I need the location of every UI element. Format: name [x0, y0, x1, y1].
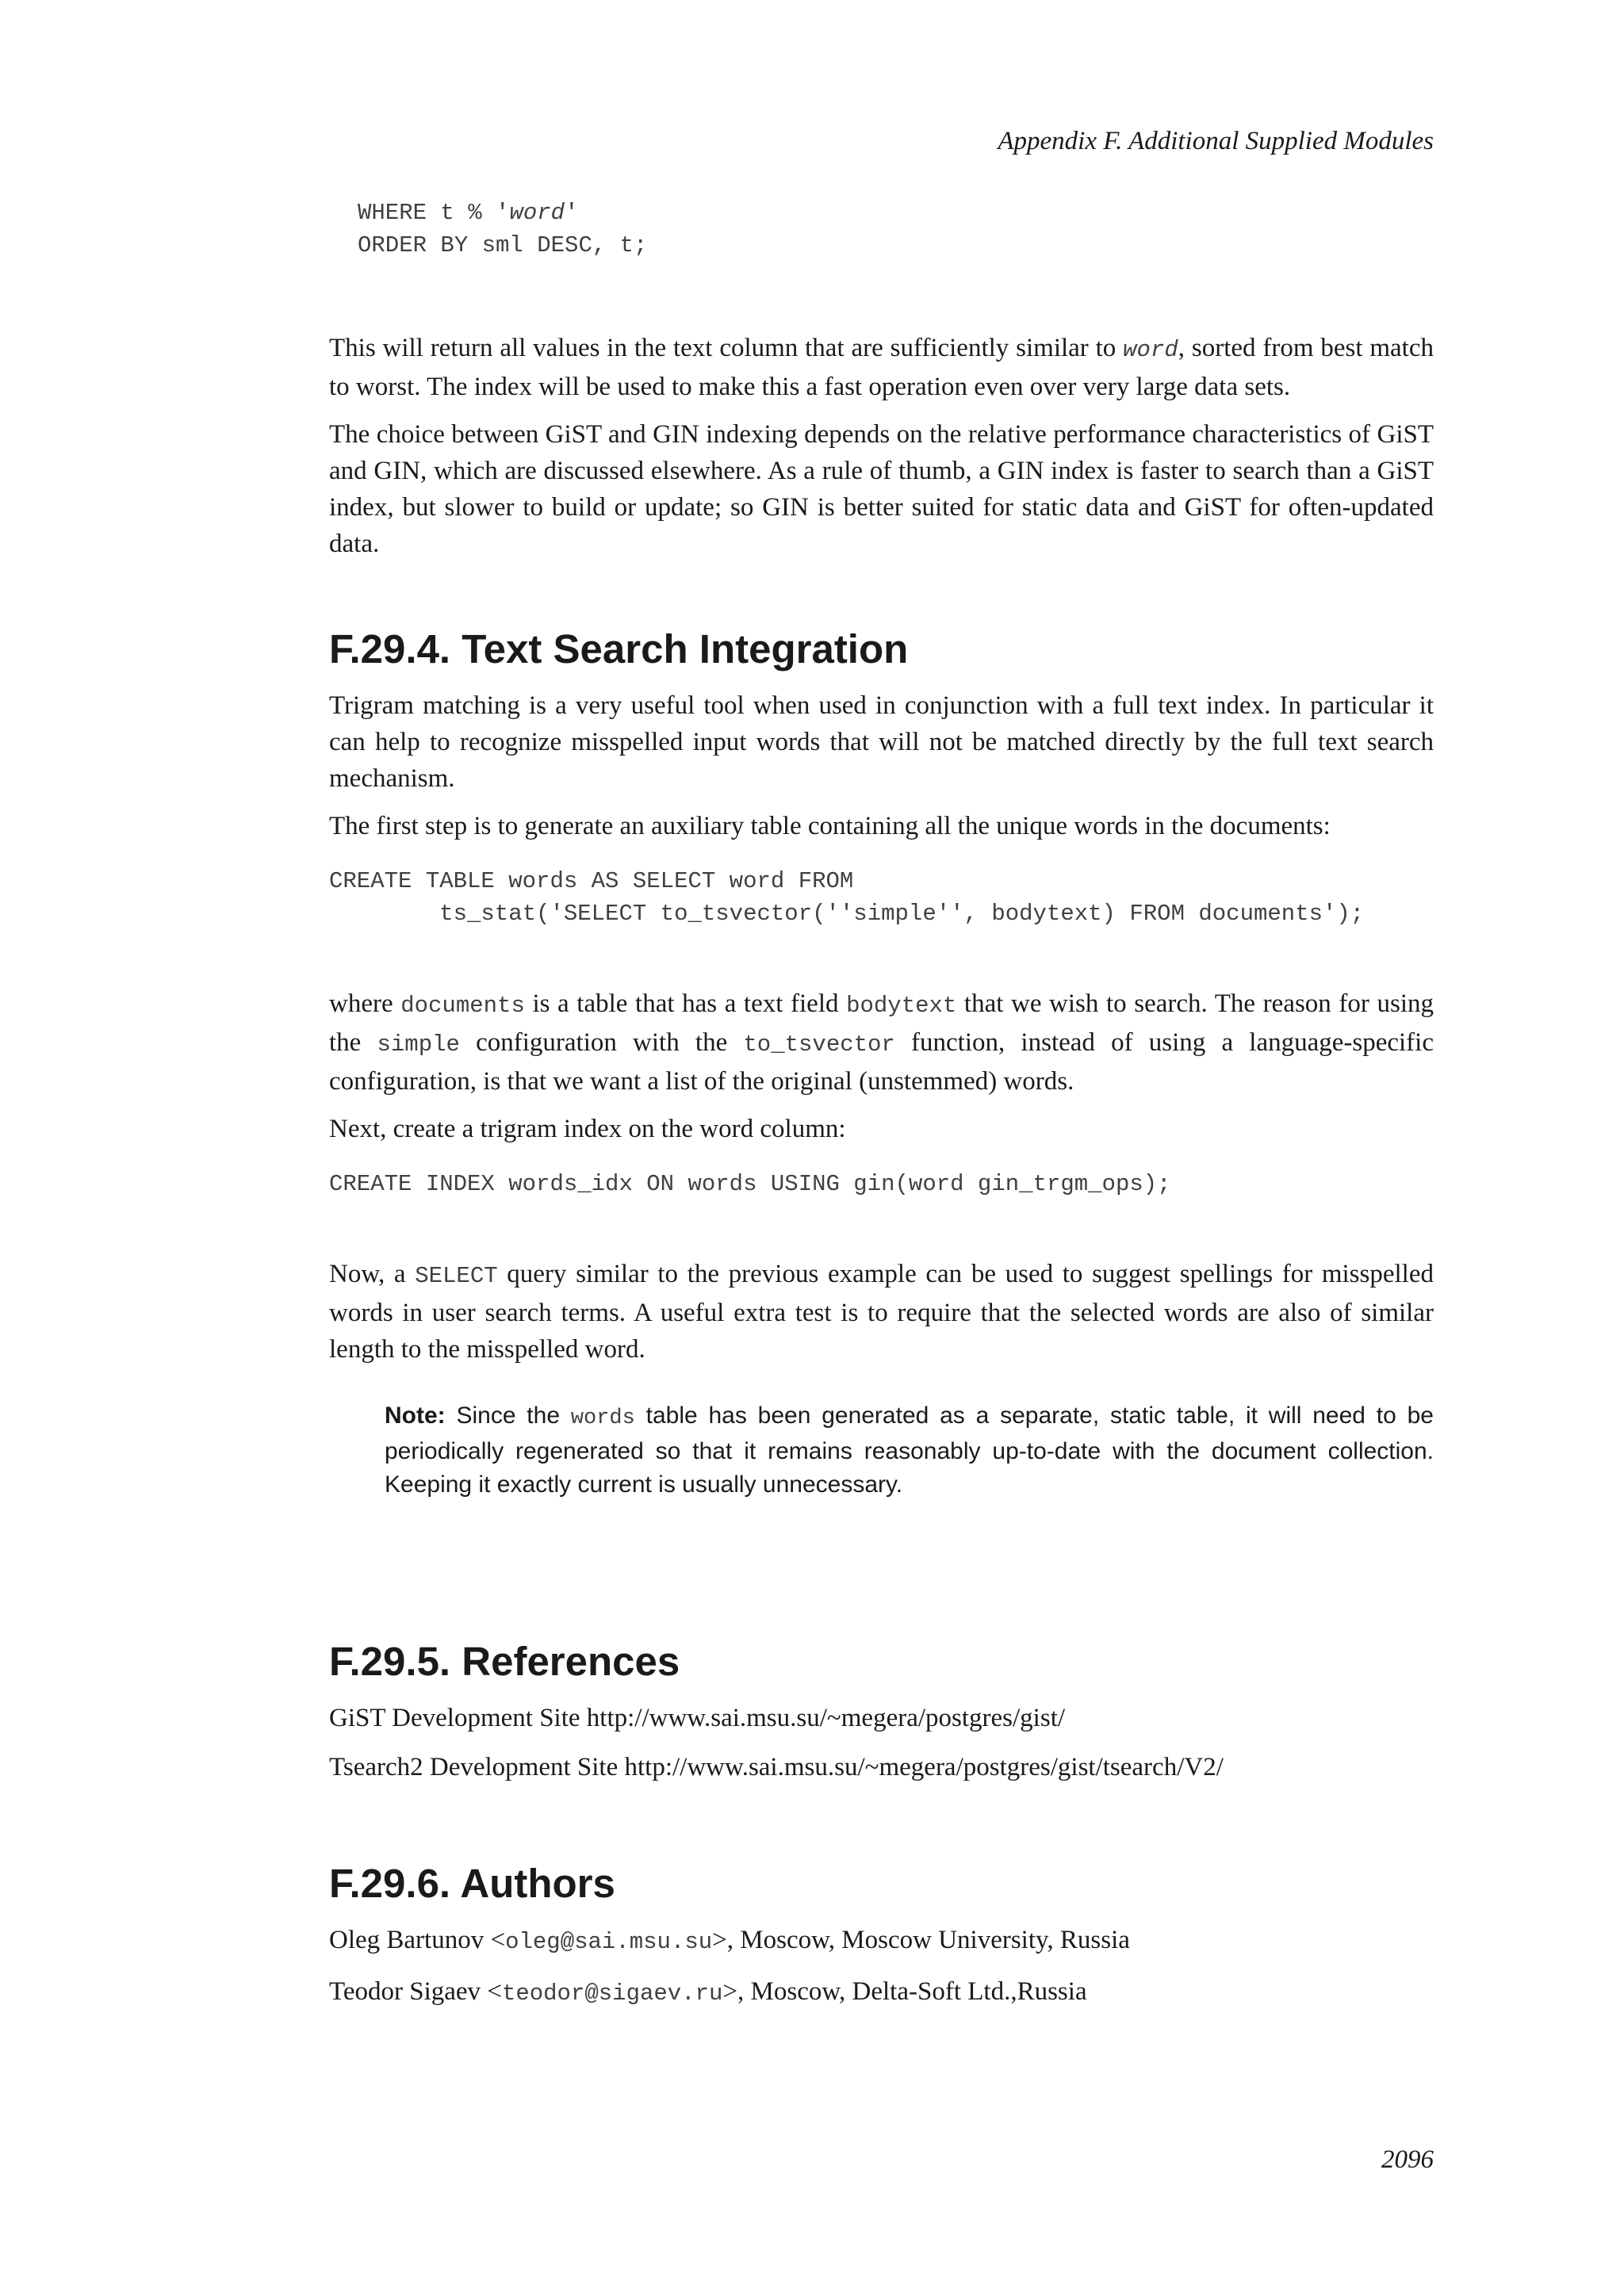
- paragraph-documents-explanation: [329, 985, 1434, 1100]
- code-placeholder-word: word: [509, 200, 565, 226]
- text-run: Since the: [445, 1402, 571, 1429]
- author-name: Oleg Bartunov: [329, 1926, 485, 1954]
- section-heading-references: F.29.5. References: [329, 1639, 680, 1684]
- reference-url-link[interactable]: http://www.sai.msu.su/~megera/postgres/gist/tsearch/V2/: [624, 1753, 1224, 1781]
- text-run: table has been generated as a separate, static table, it will need to be periodically regenerated so that it remains reasonably up-to-date with the document collection. Keeping it exactly current is usually unnecessary.: [385, 1402, 1434, 1498]
- paragraph-gist-vs-gin: The choice between GiST and GIN indexing depends on the relative performance characteristics of GiST and GIN, which are discussed elsewhere. As a rule of thumb, a GIN index is faster to search than a GiST index, but slower to build or update; so GIN is better suited for static data and GiST for often-updated data.: [329, 420, 1434, 558]
- inline-code-documents: documents: [400, 993, 525, 1019]
- paragraph-trigram-intro: Trigram matching is a very useful tool when used in conjunction with a full text index. In particular it can help to recognize misspelled input words that will not be matched directly by the full text search mechanism.: [329, 691, 1434, 793]
- code-line: WHERE t % ': [358, 200, 510, 226]
- section-heading-authors: F.29.6. Authors: [329, 1861, 615, 1906]
- inline-code-simple: simple: [377, 1031, 460, 1058]
- text-run: query similar to the previous example can be used to suggest spellings for misspelled words in user search terms. A useful extra test is to require that the selected words are also of similar length to the misspelled word.: [329, 1260, 1434, 1364]
- reference-item: [329, 1700, 1434, 1736]
- code-block-create-table: CREATE TABLE words AS SELECT word FROM ts_stat('SELECT to_tsvector(''simple'', bodytext) FROM documents');: [329, 868, 1365, 927]
- reference-item: [329, 1749, 1434, 1785]
- page-number: 2096: [1381, 2145, 1434, 2174]
- page-content: [329, 197, 1434, 2025]
- author-email-link[interactable]: oleg@sai.msu.su: [505, 1929, 713, 1955]
- reference-label: GiST Development Site: [329, 1704, 580, 1732]
- references-list: [329, 1700, 1434, 1785]
- code-block-create-index: CREATE INDEX words_idx ON words USING gin(word gin_trgm_ops);: [329, 1171, 1171, 1197]
- author-item: Teodor Sigaev <teodor@sigaev.ru>, Moscow, Delta-Soft Ltd.,Russia: [329, 1977, 1087, 2007]
- reference-label: Tsearch2 Development Site: [329, 1753, 619, 1781]
- code-line: ': [565, 200, 579, 226]
- author-name: Teodor Sigaev: [329, 1977, 481, 2006]
- paragraph-similarity-result: [329, 330, 1434, 405]
- author-affiliation: , Moscow, Delta-Soft Ltd.,Russia: [737, 1977, 1087, 2006]
- text-run: that we wish to search. The reason for using the: [329, 989, 1434, 1057]
- note-box: [385, 1399, 1434, 1502]
- text-run: This will return all values in the text column that are sufficiently similar to: [329, 334, 1124, 362]
- inline-code-word: word: [1123, 337, 1178, 363]
- paragraph-first-step: The first step is to generate an auxiliary table containing all the unique words in the documents:: [329, 812, 1331, 840]
- running-header: Appendix F. Additional Supplied Modules: [998, 127, 1434, 155]
- text-run: is a table that has a text field: [524, 989, 847, 1018]
- code-line: ORDER BY sml DESC, t;: [358, 232, 648, 258]
- author-item: Oleg Bartunov <oleg@sai.msu.su>, Moscow, Moscow University, Russia: [329, 1926, 1130, 1955]
- text-run: Now, a: [329, 1260, 416, 1288]
- paragraph-select-suggest: [329, 1256, 1434, 1368]
- author-email-link[interactable]: teodor@sigaev.ru: [501, 1980, 723, 2007]
- author-affiliation: , Moscow, Moscow University, Russia: [726, 1926, 1130, 1954]
- text-run: configuration with the: [459, 1028, 744, 1057]
- reference-url-link[interactable]: http://www.sai.msu.su/~megera/postgres/gist/: [586, 1704, 1066, 1732]
- inline-code-select: SELECT: [415, 1263, 498, 1289]
- text-run: , sorted from best match to worst. The index will be used to make this a fast operation even over very large data sets.: [329, 334, 1434, 401]
- text-run: function, instead of using a language-specific configuration, is that we want a list of the original (unstemmed) words.: [329, 1028, 1434, 1096]
- inline-code-to-tsvector: to_tsvector: [743, 1031, 895, 1058]
- code-snippet-top: [358, 197, 1434, 262]
- note-label: Note:: [385, 1402, 446, 1429]
- section-heading-text-search: F.29.4. Text Search Integration: [329, 626, 909, 672]
- inline-code-bodytext: bodytext: [846, 993, 957, 1019]
- inline-code-words: words: [570, 1406, 635, 1430]
- text-run: where: [329, 989, 401, 1018]
- paragraph-next-create-index: Next, create a trigram index on the word column:: [329, 1115, 846, 1143]
- authors-list: [329, 1922, 1434, 2012]
